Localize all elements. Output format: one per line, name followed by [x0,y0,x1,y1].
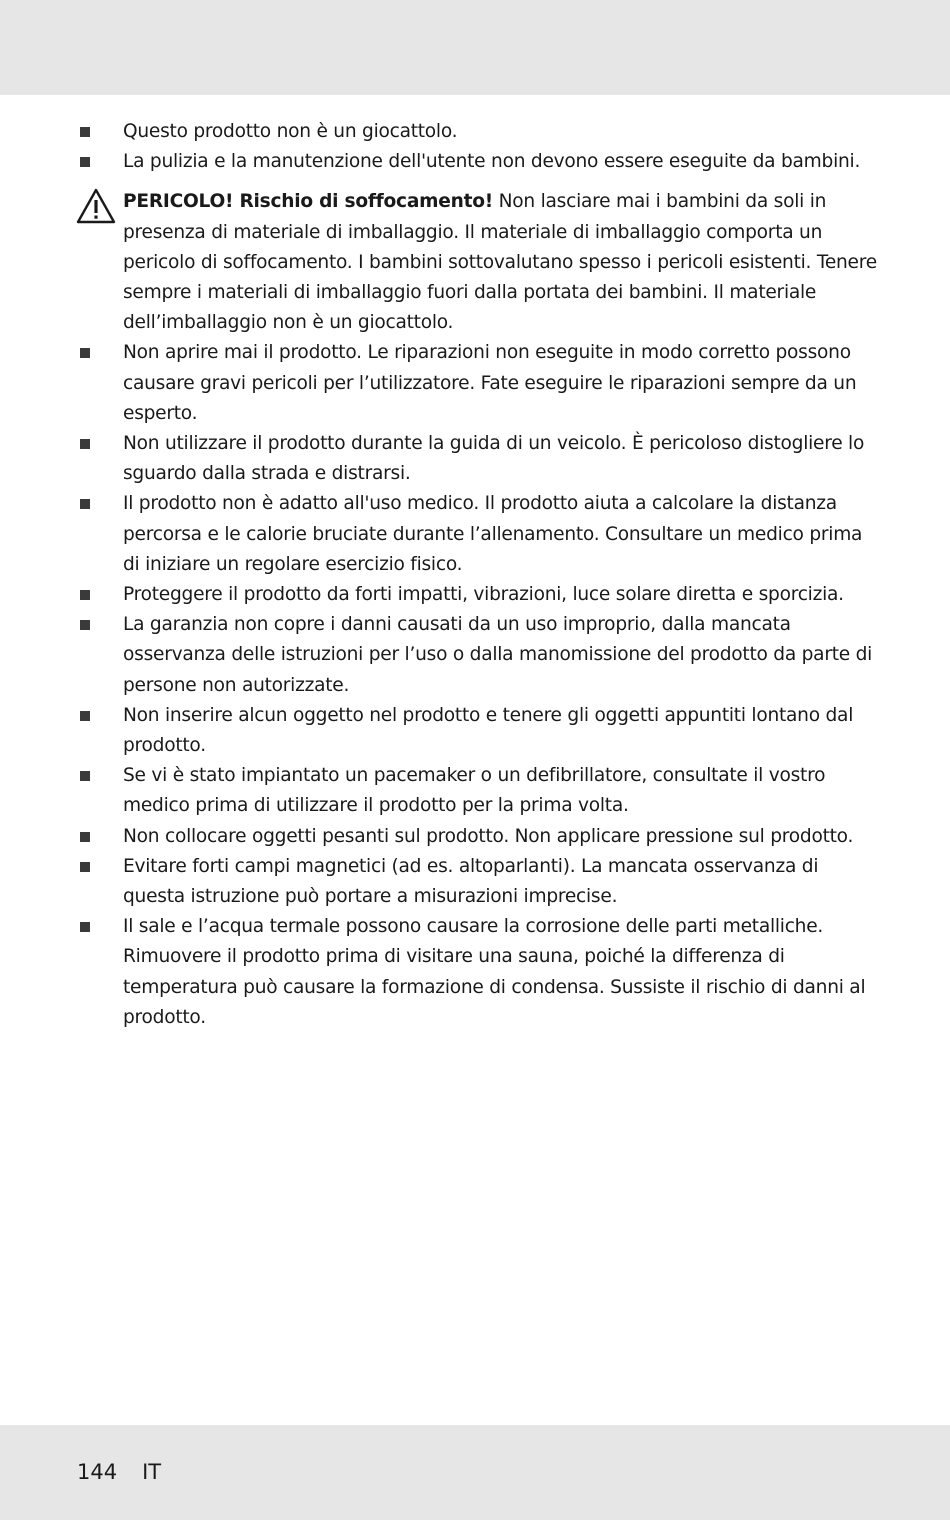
square-bullet-icon [80,348,90,358]
square-bullet-icon [80,771,90,781]
language-code: IT [142,1460,162,1484]
square-bullet-icon [80,711,90,721]
safety-instructions-list [0,117,950,1033]
square-bullet-icon [80,832,90,842]
list-item [0,701,950,761]
list-item-text: Il sale e l’acqua termale possono causare la corrosione delle parti metalliche. Rimuovere il prodotto prima di visitare una sauna, poiché la differenza di temperatura può causare la formazione di condensa. Sussiste il rischio di danni al prodotto. [123,916,866,1028]
square-bullet-icon [80,620,90,630]
list-item-text: La garanzia non copre i danni causati da un uso improprio, dalla mancata osservanza delle istruzioni per l’uso o dalla manomissione del prodotto da parte di persone non autorizzate. [123,614,873,696]
square-bullet-icon [80,590,90,600]
list-item [0,610,950,701]
square-bullet-icon [80,157,90,167]
square-bullet-icon [80,922,90,932]
list-item [0,429,950,489]
list-item [0,489,950,580]
warning-block [0,177,950,338]
list-item [0,338,950,429]
list-item-text: Non inserire alcun oggetto nel prodotto e tenere gli oggetti appuntiti lontano dal prodotto. [123,704,854,757]
list-item-text: Proteggere il prodotto da forti impatti, vibrazioni, luce solare diretta e sporcizia. [123,584,844,606]
square-bullet-icon [80,439,90,449]
warning-title: PERICOLO! Rischio di soffocamento! [123,191,493,213]
list-item-text: Il prodotto non è adatto all'uso medico. Il prodotto aiuta a calcolare la distanza percorsa e le calorie bruciate durante l’allenamento. Consultare un medico prima di iniziare un regolare esercizio fisico. [123,493,863,575]
list-item-text: Se vi è stato impiantato un pacemaker o un defibrillatore, consultate il vostro medico prima di utilizzare il prodotto per la prima volta. [123,765,826,817]
list-item-text: Non aprire mai il prodotto. Le riparazioni non eseguite in modo corretto possono causare gravi pericoli per l’utilizzatore. Fate eseguire le riparazioni sempre da un esperto. [123,342,857,424]
list-item-text: Evitare forti campi magnetici (ad es. altoparlanti). La mancata osservanza di questa istruzione può portare a misurazioni imprecise. [123,855,819,908]
square-bullet-icon [80,499,90,509]
square-bullet-icon [80,127,90,137]
list-item-text: Questo prodotto non è un giocattolo. [123,121,458,142]
warning-text: Non lasciare mai i bambini da soli in presenza di materiale di imballaggio. Il materiale di imballaggio comporta un pericolo di soffocamento. I bambini sottovalutano spesso i pericoli esistenti. Tenere sempre i materiali di imballaggio fuori dalla portata dei bambini. Il materiale dell’imballaggio non è un giocattolo. [123,191,877,334]
list-item-text: Non collocare oggetti pesanti sul prodotto. Non applicare pressione sul prodotto. [123,825,854,847]
list-item [0,147,950,177]
list-item-text: Non utilizzare il prodotto durante la guida di un veicolo. È pericoloso distogliere lo sguardo dalla strada e distrarsi. [123,433,865,485]
list-item [0,117,950,147]
warning-triangle-icon [76,188,116,224]
list-item [0,761,950,821]
header-band [0,0,950,95]
list-item [0,580,950,610]
page-footer [77,1458,161,1486]
list-item-text: La pulizia e la manutenzione dell'utente non devono essere eseguite da bambini. [123,151,861,173]
list-item [0,852,950,912]
list-item [0,822,950,852]
list-item [0,912,950,1033]
page-number: 144 [77,1460,118,1484]
square-bullet-icon [80,862,90,872]
